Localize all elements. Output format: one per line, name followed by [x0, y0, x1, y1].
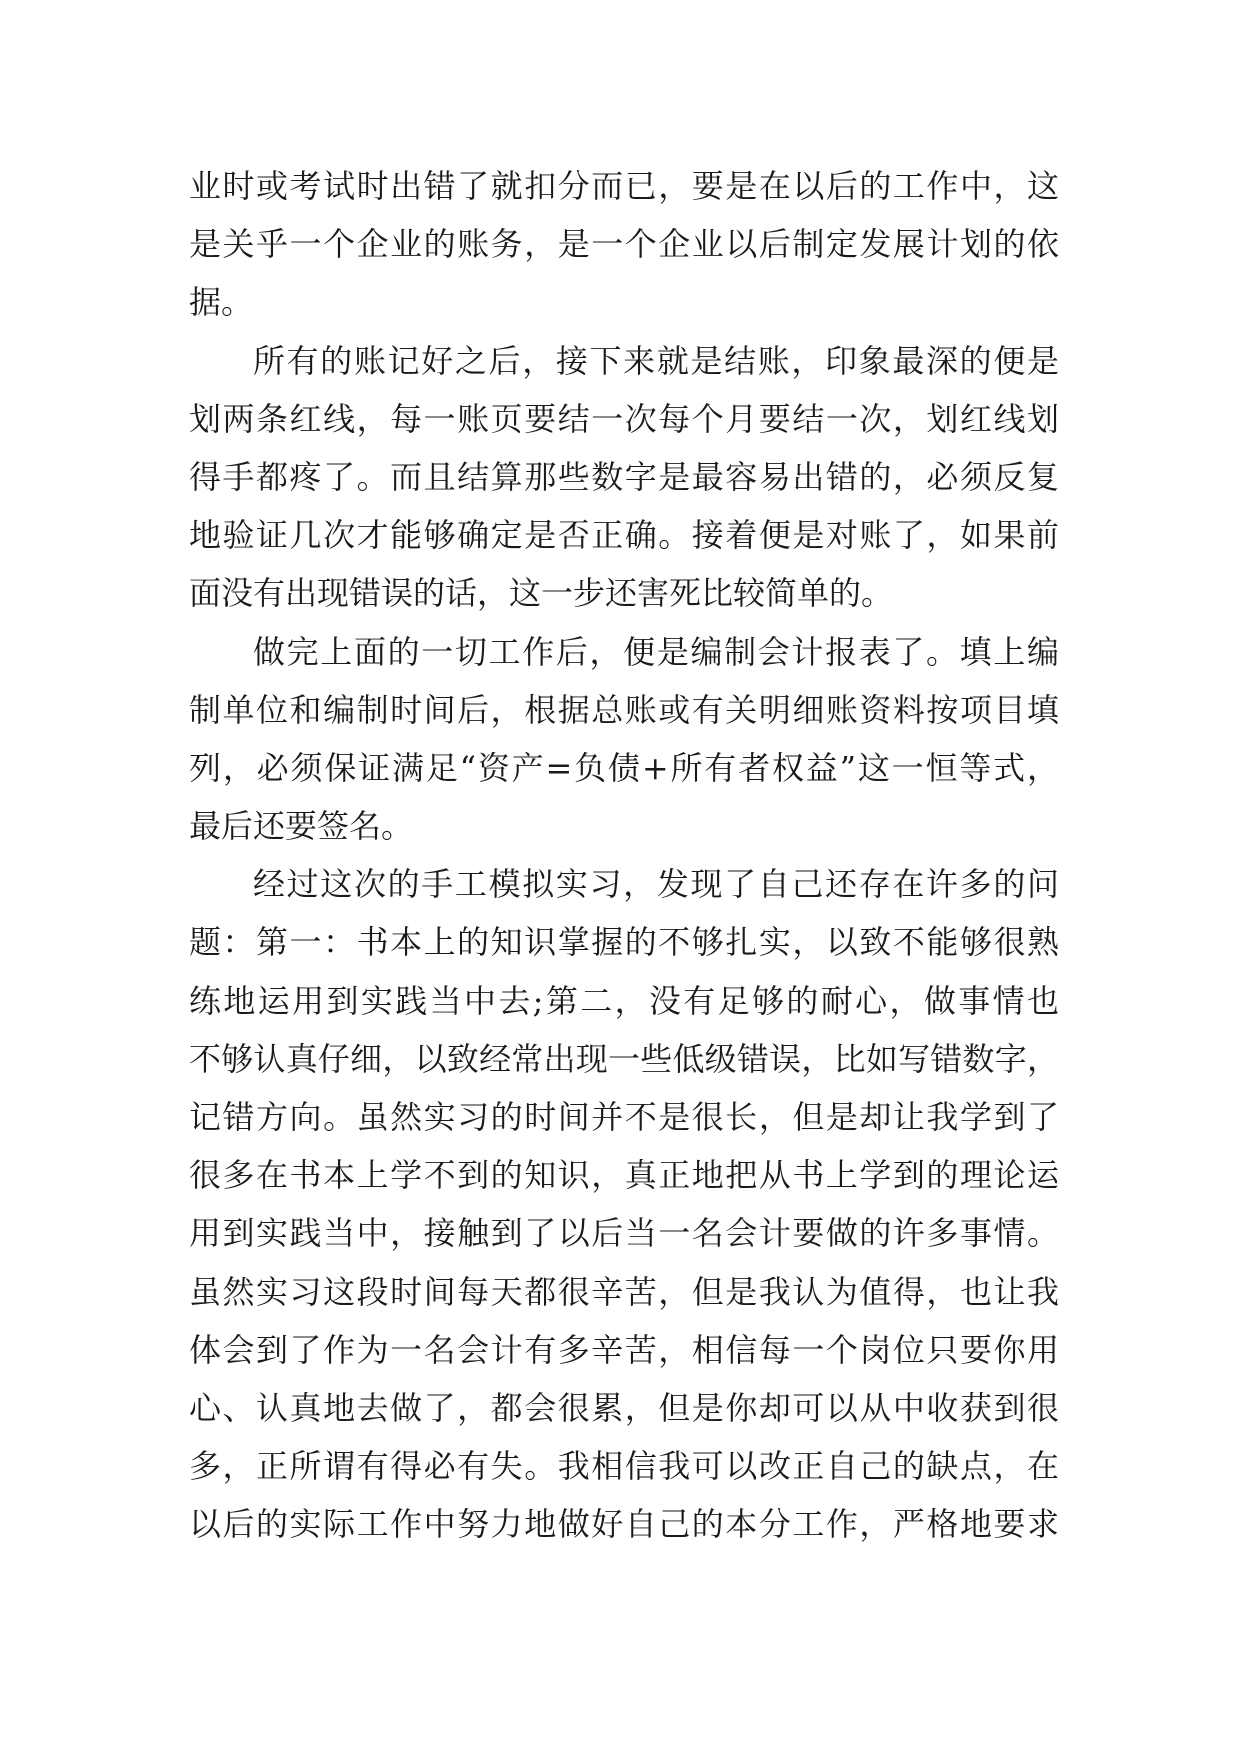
- text-line: 所有的账记好之后，接下来就是结账，印象最深的便是: [253, 341, 1059, 380]
- text-line: 经过这次的手工模拟实习，发现了自己还存在许多的问: [253, 865, 1059, 904]
- text-line: 以后的实际工作中努力地做好自己的本分工作，严格地要求: [189, 1505, 1059, 1544]
- text-line: 业时或考试时出错了就扣分而已，要是在以后的工作中，这: [189, 167, 1059, 205]
- text-line: 做完上面的一切工作后，便是编制会计报表了。填上编: [253, 632, 1059, 671]
- text-line: 练地运用到实践当中去;第二，没有足够的耐心，做事情也: [189, 981, 1059, 1020]
- text-line: 划两条红线，每一账页要结一次每个月要结一次，划红线划: [189, 399, 1059, 438]
- paragraph: [189, 332, 1059, 623]
- text-line: 用到实践当中，接触到了以后当一名会计要做的许多事情。: [189, 1214, 1059, 1253]
- text-line: 心、认真地去做了，都会很累，但是你却可以从中收获到很: [189, 1388, 1059, 1427]
- text-line: 得手都疼了。而且结算那些数字是最容易出错的，必须反复: [189, 457, 1059, 496]
- text-line: 最后还要签名。: [189, 807, 414, 846]
- text-line: 多，正所谓有得必有失。我相信我可以改正自己的缺点，在: [189, 1447, 1059, 1486]
- text-line: 很多在书本上学不到的知识，真正地把从书上学到的理论运: [189, 1156, 1059, 1195]
- text-line: 题：第一：书本上的知识掌握的不够扎实，以致不能够很熟: [189, 923, 1059, 962]
- text-line: 面没有出现错误的话，这一步还害死比较简单的。: [189, 574, 894, 613]
- text-line: 记错方向。虽然实习的时间并不是很长，但是却让我学到了: [189, 1098, 1059, 1136]
- text-line: 地验证几次才能够确定是否正确。接着便是对账了，如果前: [189, 516, 1059, 555]
- paragraph: [189, 157, 1059, 332]
- text-line: 不够认真仔细，以致经常出现一些低级错误，比如写错数字，: [189, 1039, 1059, 1078]
- text-line: 体会到了作为一名会计有多辛苦，相信每一个岗位只要你用: [189, 1330, 1059, 1369]
- paragraph: [189, 855, 1059, 1553]
- text-line: 虽然实习这段时间每天都很辛苦，但是我认为值得，也让我: [189, 1272, 1059, 1311]
- text-line: 制单位和编制时间后，根据总账或有关明细账资料按项目填: [189, 690, 1059, 729]
- text-line: 列，必须保证满足“资产=负债+所有者权益”这一恒等式，: [189, 748, 1059, 787]
- paragraph: [189, 623, 1059, 856]
- document-body: [189, 157, 1059, 1554]
- text-line: 是关乎一个企业的账务，是一个企业以后制定发展计划的依: [189, 225, 1059, 264]
- text-line: 据。: [189, 283, 254, 322]
